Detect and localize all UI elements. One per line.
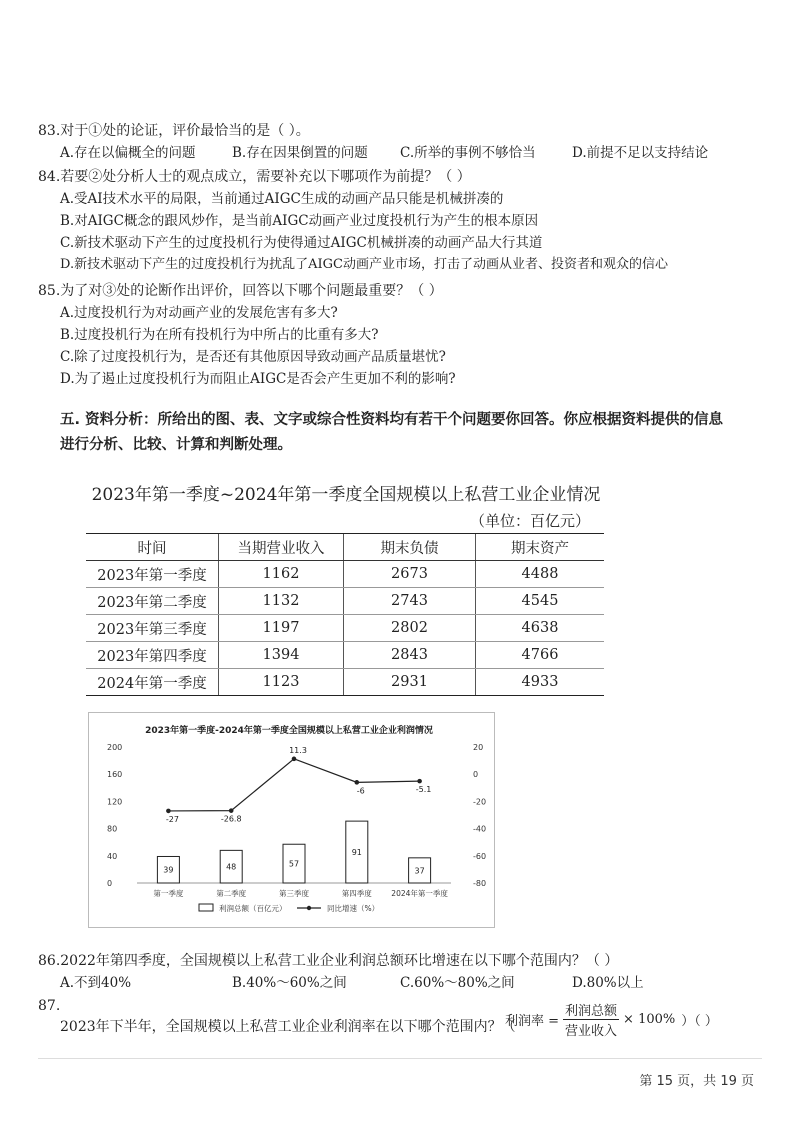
- line-data-label: 11.3: [289, 745, 307, 755]
- q84-option-c[interactable]: C.新技术驱动下产生的过度投机行为使得通过AIGC机械拼凑的动画产品大行其道: [60, 235, 543, 251]
- table-row: [86, 642, 604, 669]
- cell-time: 2023年第三季度: [86, 615, 219, 642]
- cell-time: 2023年第二季度: [86, 588, 219, 615]
- q85-option-b[interactable]: B.过度投机行为在所有投机行为中所占的比重有多大?: [60, 327, 379, 343]
- right-axis-tick-label: -40: [473, 824, 487, 834]
- left-axis-tick-label: 160: [107, 770, 123, 780]
- profit-chart: [89, 713, 494, 927]
- q85-option-d[interactable]: D.为了遏止过度投机行为而阻止AIGC是否会产生更加不利的影响?: [60, 371, 456, 387]
- q84-option-b[interactable]: B.对AIGC概念的跟风炒作，是当前AIGC动画产业过度投机行为产生的根本原因: [60, 213, 539, 229]
- question-83-stem: 83.对于①处的论证，评价最恰当的是（ ）。: [38, 123, 310, 139]
- line-data-label: -26.8: [220, 814, 242, 824]
- legend-bar-swatch: [199, 904, 213, 911]
- bar-data-label: 37: [414, 866, 425, 876]
- formula-denominator: 营业收入: [565, 1024, 618, 1039]
- bar-data-label: 57: [288, 859, 300, 869]
- legend-bar-label: 利润总额（百亿元）: [219, 904, 287, 913]
- cell-liabilities: 2673: [344, 561, 476, 588]
- cell-revenue: 1162: [219, 561, 344, 588]
- formula-lhs: 利润率 =: [505, 1014, 560, 1029]
- line-point: [229, 808, 234, 813]
- table-row: [86, 561, 604, 588]
- col-header-revenue: 当期营业收入: [219, 534, 344, 561]
- line-point: [166, 809, 171, 814]
- right-axis-tick-label: -60: [473, 851, 487, 861]
- cell-assets: 4488: [476, 561, 605, 588]
- right-axis-tick-label: 0: [473, 770, 479, 780]
- profit-rate-formula: [505, 1000, 718, 1039]
- line-data-label: -5.1: [415, 785, 432, 795]
- cell-time: 2024年第一季度: [86, 669, 219, 696]
- q86-option-b[interactable]: B.40%～60%之间: [232, 975, 347, 991]
- cell-revenue: 1132: [219, 588, 344, 615]
- cell-liabilities: 2802: [344, 615, 476, 642]
- profit-chart-frame: [88, 712, 495, 928]
- left-axis-tick-label: 80: [107, 824, 118, 834]
- cell-liabilities: 2843: [344, 642, 476, 669]
- question-86-stem: 86.2022年第四季度，全国规模以上私营工业企业利润总额环比增速在以下哪个范围内？（ ）: [38, 953, 619, 969]
- right-axis-tick-label: -80: [473, 879, 487, 888]
- right-axis-tick-label: -20: [473, 797, 487, 807]
- x-axis-tick-label: 第四季度: [341, 889, 372, 898]
- right-axis-tick-label: 20: [473, 743, 484, 752]
- legend-line-label: 同比增速（%）: [327, 904, 380, 913]
- q83-option-c[interactable]: C.所举的事例不够恰当: [400, 145, 536, 161]
- cell-assets: 4933: [476, 669, 605, 696]
- q86-option-a[interactable]: A.不到40%: [60, 975, 132, 991]
- cell-assets: 4638: [476, 615, 605, 642]
- line-point: [417, 779, 422, 784]
- col-header-liabilities: 期末负债: [344, 534, 476, 561]
- q86-option-d[interactable]: D.80%以上: [572, 975, 644, 991]
- cell-time: 2023年第一季度: [86, 561, 219, 588]
- col-header-time: 时间: [86, 534, 219, 561]
- question-85-stem: 85.为了对③处的论断作出评价，回答以下哪个问题最重要？（ ）: [38, 283, 443, 299]
- q84-option-a[interactable]: A.受AI技术水平的局限，当前通过AIGC生成的动画产品只能是机械拼凑的: [60, 191, 504, 207]
- q85-option-c[interactable]: C.除了过度投机行为，是否还有其他原因导致动画产品质量堪忧?: [60, 349, 446, 365]
- q83-option-d[interactable]: D.前提不足以支持结论: [572, 145, 709, 161]
- formula-fraction: [563, 1000, 619, 1039]
- cell-time: 2023年第四季度: [86, 642, 219, 669]
- chart-title: 2023年第一季度-2024年第一季度全国规模以上私营工业企业利润情况: [145, 726, 433, 736]
- line-point: [292, 757, 297, 762]
- line-data-label: -27: [165, 814, 179, 824]
- table-unit: （单位：百亿元）: [470, 512, 591, 530]
- left-axis-tick-label: 120: [107, 797, 123, 807]
- cell-revenue: 1123: [219, 669, 344, 696]
- section-5-heading-line1: 五. 资料分析：所给出的图、表、文字或综合性资料均有若干个问题要你回答。你应根据资料提供的信息: [60, 412, 724, 428]
- cell-liabilities: 2743: [344, 588, 476, 615]
- x-axis-tick-label: 第三季度: [279, 889, 309, 898]
- line-point: [355, 780, 360, 785]
- x-axis-tick-label: 第二季度: [216, 889, 247, 898]
- formula-tail: × 100%: [623, 1012, 676, 1027]
- legend-line-marker: [307, 906, 311, 910]
- question-87-stem: 2023年下半年，全国规模以上私营工业企业利润率在以下哪个范围内？（: [60, 1019, 516, 1035]
- q83-option-b[interactable]: B.存在因果倒置的问题: [232, 145, 368, 161]
- q84-option-d[interactable]: D.新技术驱动下产生的过度投机行为扰乱了AIGC动画产业市场，打击了动画从业者、投资者和观众的信心: [60, 257, 668, 272]
- x-axis-tick-label: 第一季度: [153, 889, 184, 898]
- bar-data-label: 91: [351, 848, 362, 858]
- cell-revenue: 1394: [219, 642, 344, 669]
- formula-numerator: 利润总额: [563, 1000, 619, 1020]
- table-title: 2023年第一季度~2024年第一季度全国规模以上私营工业企业情况: [91, 485, 601, 505]
- q85-option-a[interactable]: A.过度投机行为对动画产业的发展危害有多大?: [60, 305, 338, 321]
- bar-data-label: 48: [226, 862, 237, 872]
- left-axis-tick-label: 200: [107, 743, 123, 752]
- left-axis-tick-label: 40: [107, 851, 118, 861]
- cell-revenue: 1197: [219, 615, 344, 642]
- question-84-stem: 84.若要②处分析人士的观点成立，需要补充以下哪项作为前提？（ ）: [38, 169, 471, 185]
- footer-divider: [38, 1058, 762, 1059]
- col-header-assets: 期末资产: [476, 534, 605, 561]
- question-87-close: ）（ ）: [681, 1014, 718, 1029]
- left-axis-tick-label: 0: [107, 879, 113, 888]
- cell-assets: 4766: [476, 642, 605, 669]
- question-87-number: 87.: [38, 998, 61, 1014]
- table-row: [86, 615, 604, 642]
- table-header-row: [86, 534, 604, 561]
- bar-data-label: 39: [163, 865, 174, 875]
- page-footer: 第 15 页，共 19 页: [639, 1074, 754, 1089]
- table-row: [86, 669, 604, 696]
- enterprise-table: [86, 533, 604, 696]
- q86-option-c[interactable]: C.60%～80%之间: [400, 975, 515, 991]
- cell-assets: 4545: [476, 588, 605, 615]
- cell-liabilities: 2931: [344, 669, 476, 696]
- q83-option-a[interactable]: A.存在以偏概全的问题: [60, 145, 196, 161]
- table-row: [86, 588, 604, 615]
- section-5-heading-line2: 进行分析、比较、计算和判断处理。: [60, 437, 292, 453]
- line-data-label: -6: [356, 786, 365, 796]
- x-axis-tick-label: 2024年第一季度: [391, 889, 448, 898]
- line-yoy-growth: [168, 759, 419, 811]
